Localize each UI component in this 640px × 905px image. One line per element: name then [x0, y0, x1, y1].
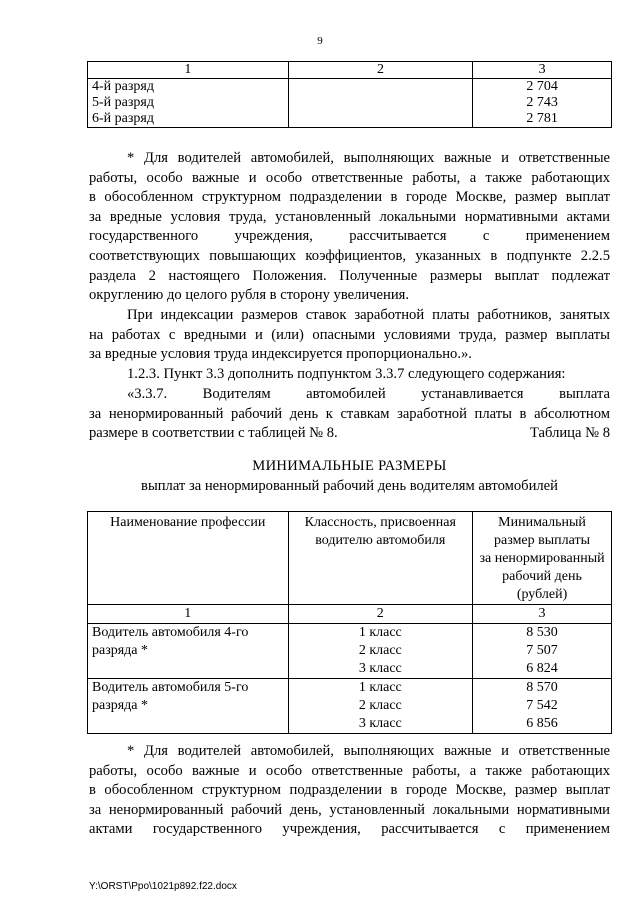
header-profession: Наименование профессии	[88, 512, 289, 605]
text-line: * Для водителей автомобилей, выполняющих важные и ответственные	[127, 150, 610, 166]
text-line: При индексации размеров ставок заработной платы работников, занятых	[127, 307, 610, 323]
table-8	[87, 511, 612, 734]
table-row	[88, 679, 612, 734]
profession-name: Водитель автомобиля 5-го разряда *	[88, 679, 289, 734]
profession-name: Водитель автомобиля 4-го разряда *	[88, 624, 289, 679]
table-row	[88, 95, 612, 111]
header-class: Классность, присвоенная водителю автомобиля	[288, 512, 473, 605]
grade-class	[288, 95, 473, 111]
col-number: 1	[88, 62, 289, 79]
grade-value: 2 743	[473, 95, 612, 111]
text-line: округлению до целого рубля в сторону увеличения.	[89, 287, 409, 304]
grade-class	[288, 79, 473, 96]
text-line: соответствующих повышающих коэффициентов, указанных в подпункте 2.2.5	[89, 247, 610, 264]
text-line: «3.3.7. Водителям автомобилей устанавливается выплата	[127, 386, 610, 402]
text-line: * Для водителей автомобилей, выполняющих важные и ответственные	[127, 743, 610, 759]
col-number: 2	[288, 62, 473, 79]
grade-class	[288, 111, 473, 128]
table-header-row	[88, 512, 612, 605]
text-line: государственного учреждения, рассчитывается с применением	[89, 228, 610, 245]
grade-value: 2 781	[473, 111, 612, 128]
table-row	[88, 111, 612, 128]
col-number: 1	[88, 605, 289, 624]
file-path-footer: Y:\ORST\Ppo\1021p892.f22.docx	[89, 881, 237, 892]
table-title: МИНИМАЛЬНЫЕ РАЗМЕРЫ	[252, 458, 447, 474]
text-line: в обособленном структурном подразделении в городе Москве, размер выплат	[89, 189, 610, 206]
page-number: 9	[317, 35, 323, 47]
grade-name: 6-й разряд	[88, 111, 289, 128]
header-payment: Минимальный размер выплаты за ненормированный рабочий день (рублей)	[473, 512, 612, 605]
text-line: за ненормированный рабочий день, установленный локальными нормативными	[89, 801, 610, 818]
table-number-row	[88, 605, 612, 624]
text-line: актами государственного учреждения, рассчитывается с применением	[89, 821, 610, 838]
text-line: раздела 2 настоящего Положения. Полученные размеры выплат подлежат	[89, 267, 610, 284]
text-line: работы, особо важные и особо ответственные работы, а также работающих	[89, 169, 610, 186]
text-line: на работах с вредными и (или) опасными условиями труда, размер выплаты	[89, 326, 610, 343]
grade-value: 2 704	[473, 79, 612, 96]
col-number: 3	[473, 605, 612, 624]
text-line: 1.2.3. Пункт 3.3 дополнить подпунктом 3.3.7 следующего содержания:	[127, 366, 566, 382]
footnote-harmful-conditions	[89, 149, 610, 306]
text-line: за вредные условия труда индексируется пропорционально.».	[89, 346, 472, 363]
table-label: Таблица № 8	[530, 425, 610, 441]
table-row	[88, 79, 612, 96]
col-number: 3	[473, 62, 612, 79]
text-line: за вредные условия труда, установленный локальными нормативными актами	[89, 208, 610, 225]
class-list: 1 класс 2 класс 3 класс	[288, 624, 473, 679]
value-list: 8 570 7 542 6 856	[473, 679, 612, 734]
text-line: за ненормированный рабочий день к ставкам заработной платы в абсолютном	[89, 405, 610, 422]
text-line: в обособленном структурном подразделении в городе Москве, размер выплат	[89, 782, 610, 799]
footnote-irregular-hours	[89, 742, 610, 840]
paragraph-clause	[89, 365, 610, 385]
table-subtitle: выплат за ненормированный рабочий день водителям автомобилей	[141, 478, 558, 494]
text-line: размере в соответствии с таблицей № 8.	[89, 425, 338, 442]
paragraph-indexation	[89, 306, 610, 365]
grade-name: 4-й разряд	[88, 79, 289, 96]
grade-name: 5-й разряд	[88, 95, 289, 111]
table-header-row	[88, 62, 612, 79]
table-continuation	[87, 61, 612, 128]
col-number: 2	[288, 605, 473, 624]
text-line: работы, особо важные и особо ответственные работы, а также работающих	[89, 762, 610, 779]
table-row	[88, 624, 612, 679]
class-list: 1 класс 2 класс 3 класс	[288, 679, 473, 734]
value-list: 8 530 7 507 6 824	[473, 624, 612, 679]
